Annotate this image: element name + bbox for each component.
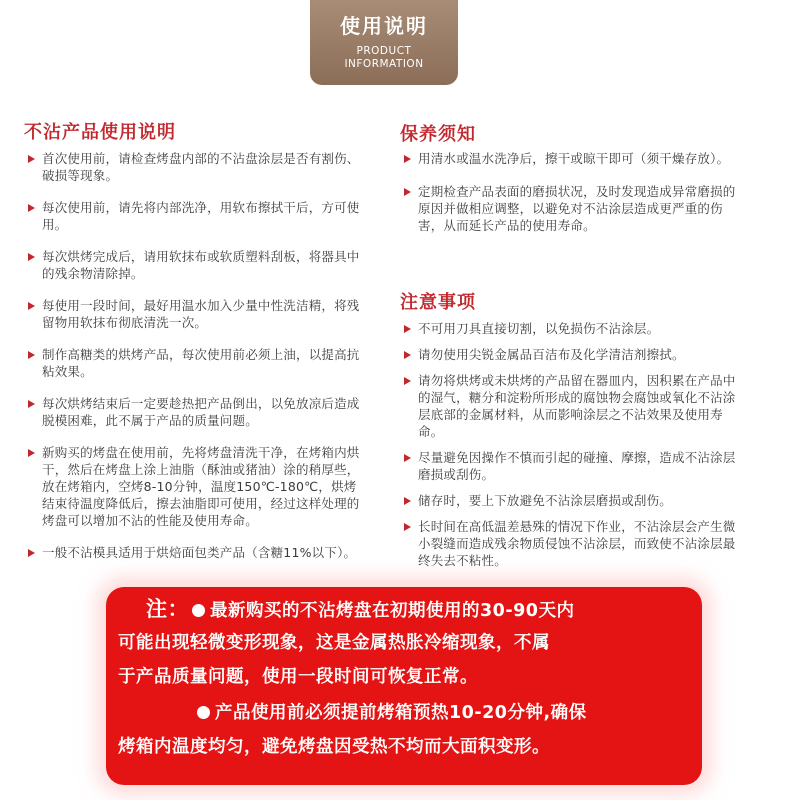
usage-instructions-title: 不沾产品使用说明 (24, 122, 176, 143)
list-item: 尽量避免因操作不慎而引起的碰撞、摩擦，造成不沾涂层磨损或刮伤。 (400, 449, 746, 483)
bullet-arrow-icon (404, 155, 411, 163)
list-item: 新购买的烤盘在使用前，先将烤盘清洗干净，在烤箱内烘干，然后在烤盘上涂上油脂（酥油或猪油）涂的稍厚些，放在烤箱内，空烤8-10分钟，温度150℃-180℃，烘烤结束待温度降低后，擦去油脂即可使用，经过这样处理的烤盘可以增加不沾的性能及使用寿命。 (24, 444, 364, 529)
bullet-arrow-icon (28, 351, 35, 359)
bullet-arrow-icon (28, 155, 35, 163)
list-item: 每次使用前，请先将内部洗净，用软布擦拭干后，方可使用。 (24, 199, 364, 233)
list-item: 每次烘烤完成后，请用软抹布或软质塑料刮板，将器具中的残余物清除掉。 (24, 248, 364, 282)
notice-line-1: 注： 最新购买的不沾烤盘在初期使用的30-90天内 (146, 597, 575, 621)
header-title: 使用说明 (340, 14, 428, 38)
cautions-title: 注意事项 (400, 292, 476, 313)
product-information-badge (310, 0, 458, 85)
bullet-arrow-icon (404, 188, 411, 196)
cautions-list (400, 320, 746, 569)
bullet-arrow-icon (404, 325, 411, 333)
bullet-arrow-icon (28, 549, 35, 557)
list-item: 每使用一段时间，最好用温水加入少量中性洗洁精，将残留物用软抹布彻底清洗一次。 (24, 297, 364, 331)
bullet-dot-icon (197, 706, 210, 719)
list-item: 请勿使用尖锐金属品百洁布及化学清洁剂擦拭。 (400, 346, 746, 363)
notice-line-3: 于产品质量问题，使用一段时间可恢复正常。 (118, 667, 478, 687)
maintenance-title: 保养须知 (400, 124, 476, 145)
bullet-arrow-icon (404, 497, 411, 505)
list-item: 请勿将烘烤或未烘烤的产品留在器皿内，因积累在产品中的湿气，糖分和淀粉所形成的腐蚀物会腐蚀或氧化不沾涂层底部的金属材料，从而影响涂层之不沾效果及使用寿命。 (400, 372, 746, 440)
bullet-arrow-icon (28, 449, 35, 457)
bullet-dot-icon (192, 604, 205, 617)
bullet-arrow-icon (28, 400, 35, 408)
list-item: 不可用刀具直接切割，以免损伤不沾涂层。 (400, 320, 746, 337)
bullet-arrow-icon (404, 377, 411, 385)
list-item: 制作高糖类的烘烤产品，每次使用前必须上油，以提高抗粘效果。 (24, 346, 364, 380)
notice-line-4: 产品使用前必须提前烤箱预热10-20分钟,确保 (194, 701, 587, 725)
bullet-arrow-icon (404, 454, 411, 462)
bullet-arrow-icon (28, 204, 35, 212)
notice-label: 注： (146, 597, 189, 621)
list-item: 每次烘烤结束后一定要趁热把产品倒出，以免放凉后造成脱模困难，此不属于产品的质量问题。 (24, 395, 364, 429)
list-item: 用清水或温水洗净后，擦干或晾干即可（须干燥存放）。 (400, 150, 746, 167)
bullet-arrow-icon (404, 523, 411, 531)
bullet-arrow-icon (28, 302, 35, 310)
notice-line-2: 可能出现轻微变形现象，这是金属热胀冷缩现象，不属 (118, 633, 550, 653)
header-subtitle (344, 45, 423, 71)
notice-box (106, 587, 702, 785)
list-item: 长时间在高低温差悬殊的情况下作业，不沾涂层会产生微小裂缝而造成残余物质侵蚀不沾涂层，而致使不沾涂层最终失去不粘性。 (400, 518, 746, 569)
header-subtitle-line2: INFORMATION (344, 58, 424, 70)
list-item: 储存时，要上下放避免不沾涂层磨损或刮伤。 (400, 492, 746, 509)
notice-line-5: 烤箱内温度均匀，避免烤盘因受热不均而大面积变形。 (118, 737, 550, 757)
list-item: 定期检查产品表面的磨损状况，及时发现造成异常磨损的原因并做相应调整，以避免对不沾涂层造成更严重的伤害，从而延长产品的使用寿命。 (400, 183, 746, 234)
bullet-arrow-icon (28, 253, 35, 261)
usage-instructions-list (24, 150, 364, 561)
bullet-arrow-icon (404, 351, 411, 359)
list-item: 一般不沾模具适用于烘焙面包类产品（含糖11%以下）。 (24, 544, 364, 561)
maintenance-list (400, 150, 746, 234)
header-subtitle-line1: PRODUCT (356, 45, 412, 57)
list-item: 首次使用前，请检查烤盘内部的不沾盘涂层是否有割伤、破损等现象。 (24, 150, 364, 184)
